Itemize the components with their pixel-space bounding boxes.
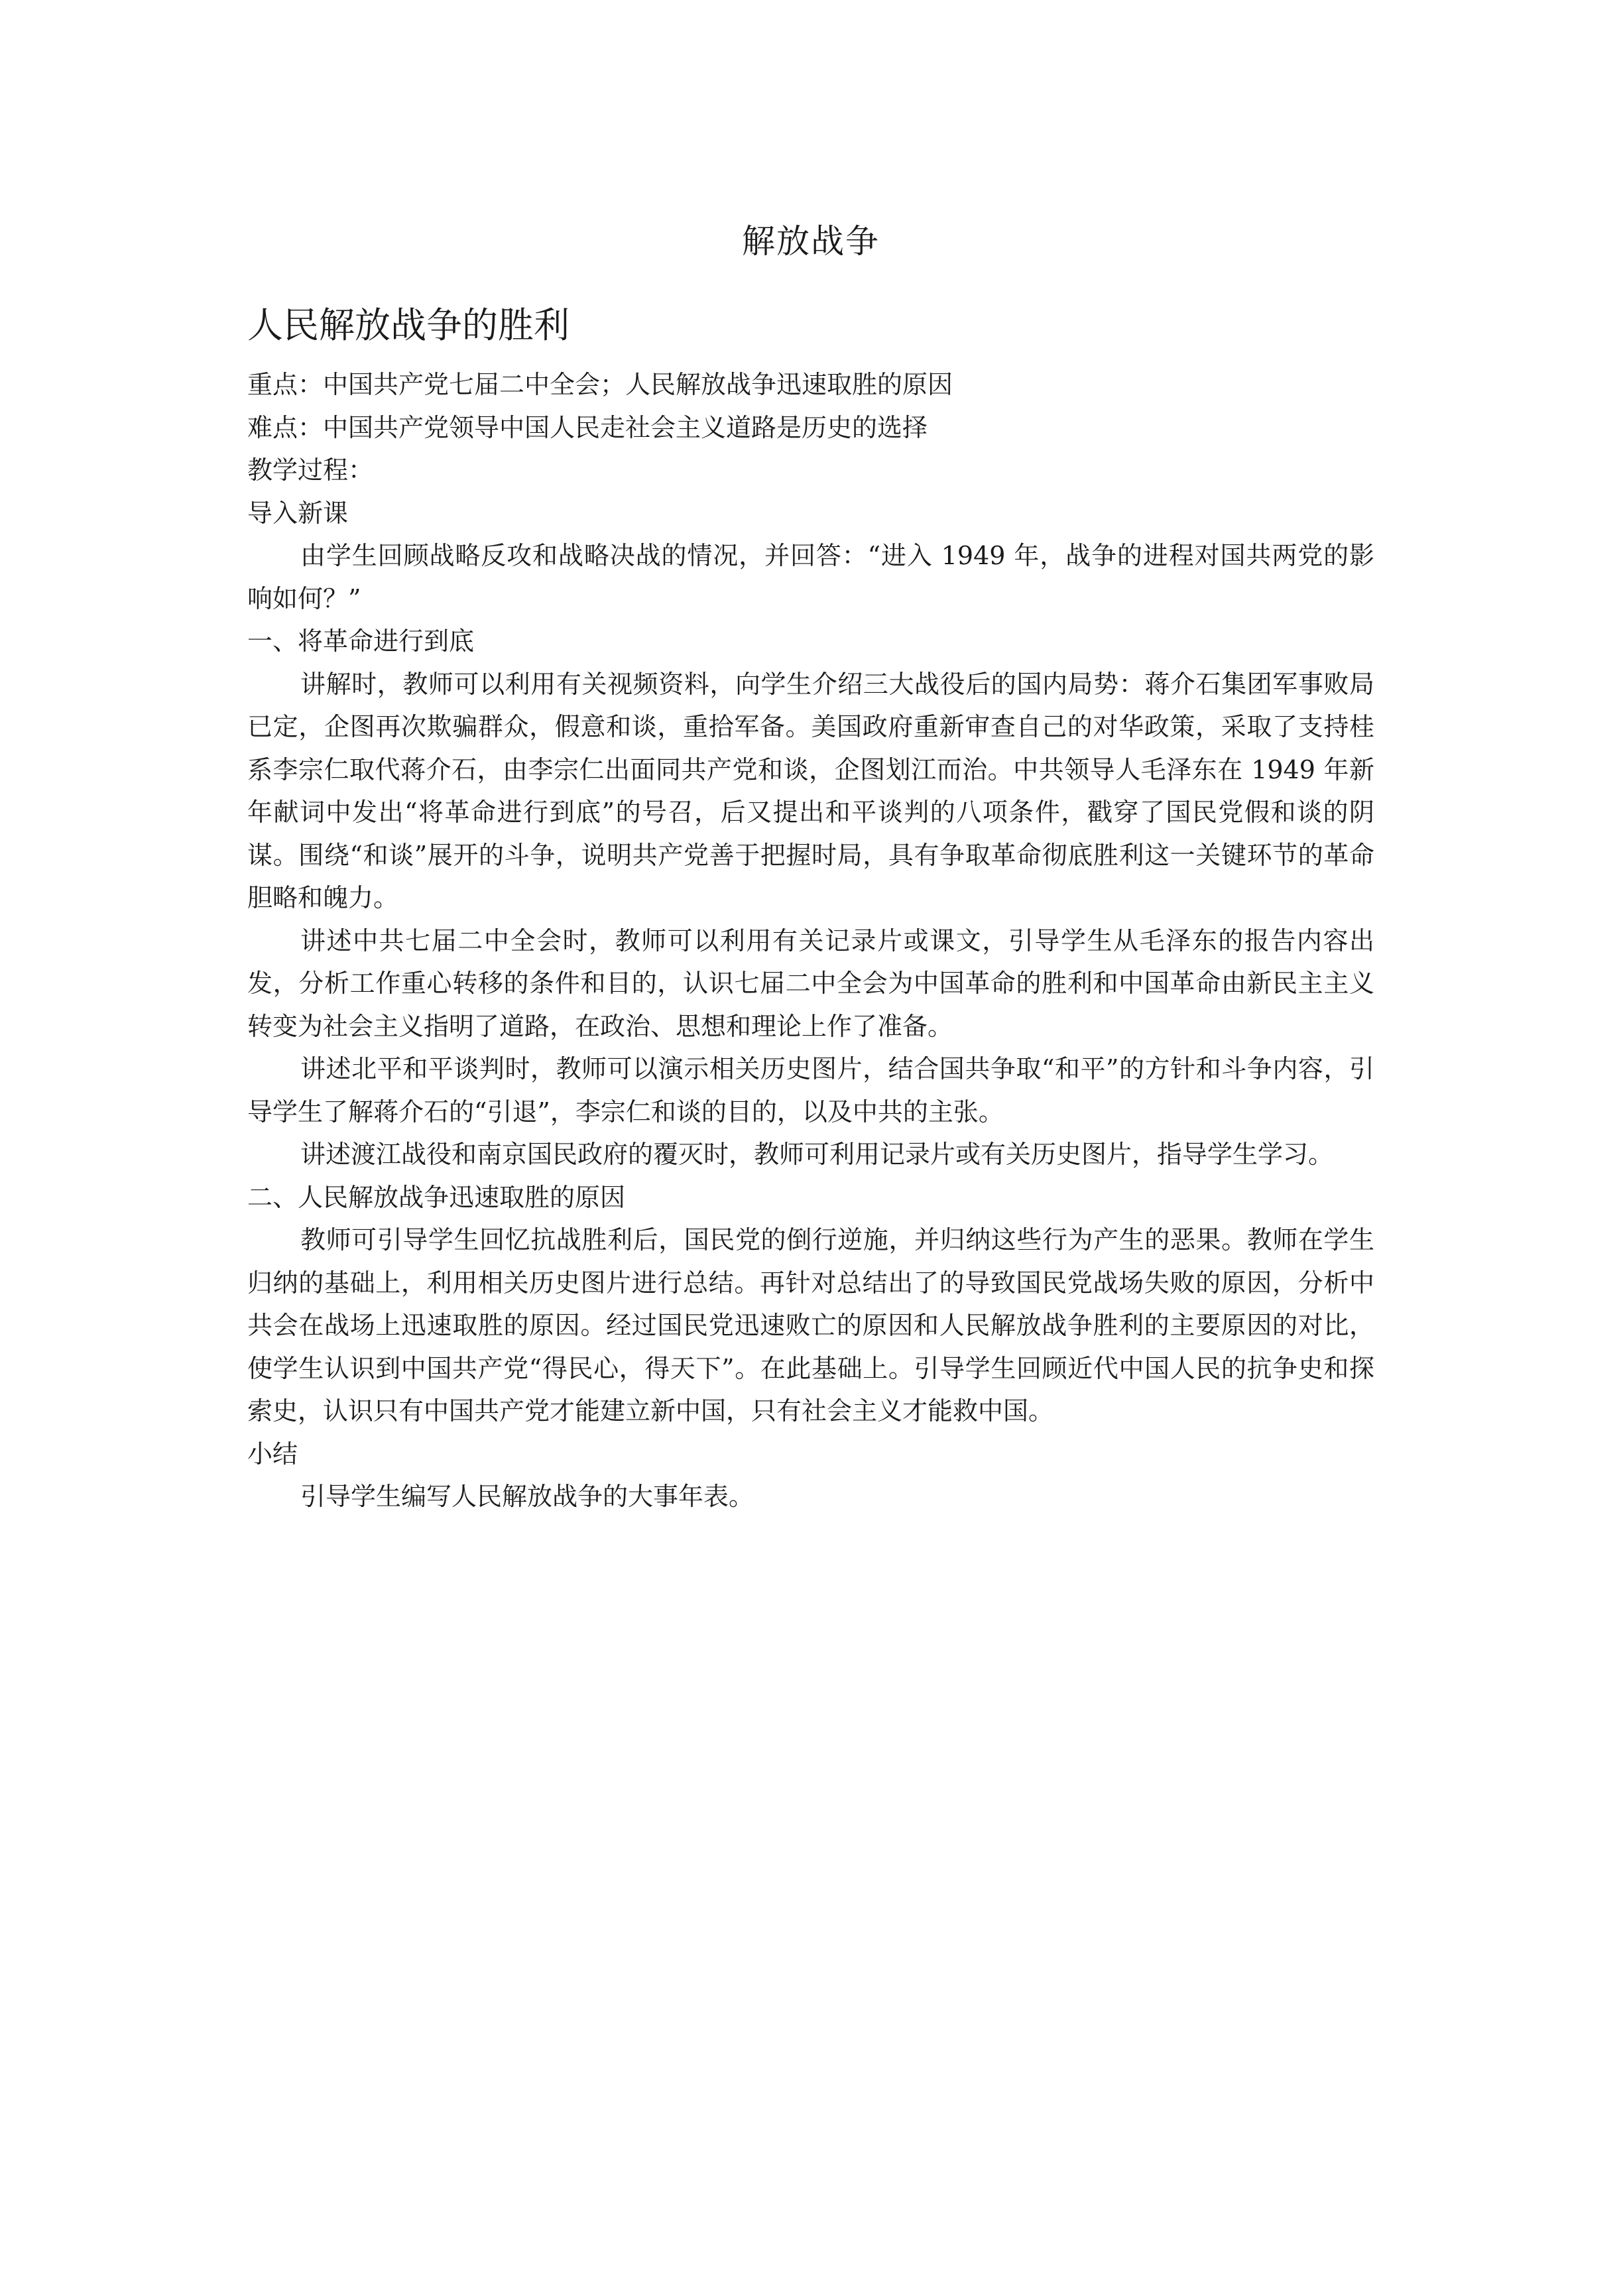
process-label: 教学过程： — [247, 455, 374, 485]
document-body — [247, 211, 1374, 1518]
difficult-point-line: 难点：中国共产党领导中国人民走社会主义道路是历史的选择 — [247, 412, 928, 442]
part1-paragraph: 讲述中共七届二中全会时，教师可以利用有关记录片或课文，引导学生从毛泽东的报告内容出发，分析工作重心转移的条件和目的，认识七届二中全会为中国革命的胜利和中国革命由新民主主义转变为社会主义指明了道路，在政治、思想和理论上作了准备。 — [247, 926, 1374, 1041]
part2-heading: 二、人民解放战争迅速取胜的原因 — [247, 1182, 626, 1212]
part1-heading: 一、将革命进行到底 — [247, 627, 475, 656]
document-title: 解放战争 — [742, 222, 880, 261]
part1-paragraph: 讲解时，教师可以利用有关视频资料，向学生介绍三大战役后的国内局势：蒋介石集团军事败局已定，企图再次欺骗群众，假意和谈，重拾军备。美国政府重新审查自己的对华政策，采取了支持桂系李宗仁取代蒋介石，由李宗仁出面同共产党和谈，企图划江而治。中共领导人毛泽东在 1949 年新年献词中发出“将革命进行到底”的号召，后又提出和平谈判的八项条件，戳穿了国民党假和谈的阴谋。围绕“和谈”展开的斗争，说明共产党善于把握时局，具有争取革命彻底胜利这一关键环节的革命胆略和魄力。 — [247, 669, 1374, 912]
intro-paragraph: 由学生回顾战略反攻和战略决战的情况，并回答：“进入 1949 年，战争的进程对国共两党的影响如何？” — [247, 541, 1374, 613]
part1-paragraph: 讲述渡江战役和南京国民政府的覆灭时，教师可利用记录片或有关历史图片，指导学生学习。 — [300, 1140, 1334, 1169]
part1-paragraph: 讲述北平和平谈判时，教师可以演示相关历史图片，结合国共争取“和平”的方针和斗争内容，引导学生了解蒋介石的“引退”，李宗仁和谈的目的，以及中共的主张。 — [247, 1054, 1374, 1126]
key-point-line: 重点：中国共产党七届二中全会；人民解放战争迅速取胜的原因 — [247, 370, 953, 399]
part2-paragraph: 教师可引导学生回忆抗战胜利后，国民党的倒行逆施，并归纳这些行为产生的恶果。教师在学生归纳的基础上，利用相关历史图片进行总结。再针对总结出了的导致国民党战场失败的原因，分析中共会在战场上迅速取胜的原因。经过国民党迅速败亡的原因和人民解放战争胜利的主要原因的对比，使学生认识到中国共产党“得民心，得天下”。在此基础上。引导学生回顾近代中国人民的抗争史和探索史，认识只有中国共产党才能建立新中国，只有社会主义才能救中国。 — [247, 1225, 1374, 1425]
summary-paragraph: 引导学生编写人民解放战争的大事年表。 — [300, 1482, 754, 1511]
summary-heading: 小结 — [247, 1439, 298, 1469]
intro-heading: 导入新课 — [247, 498, 349, 528]
section-title: 人民解放战争的胜利 — [247, 304, 570, 346]
